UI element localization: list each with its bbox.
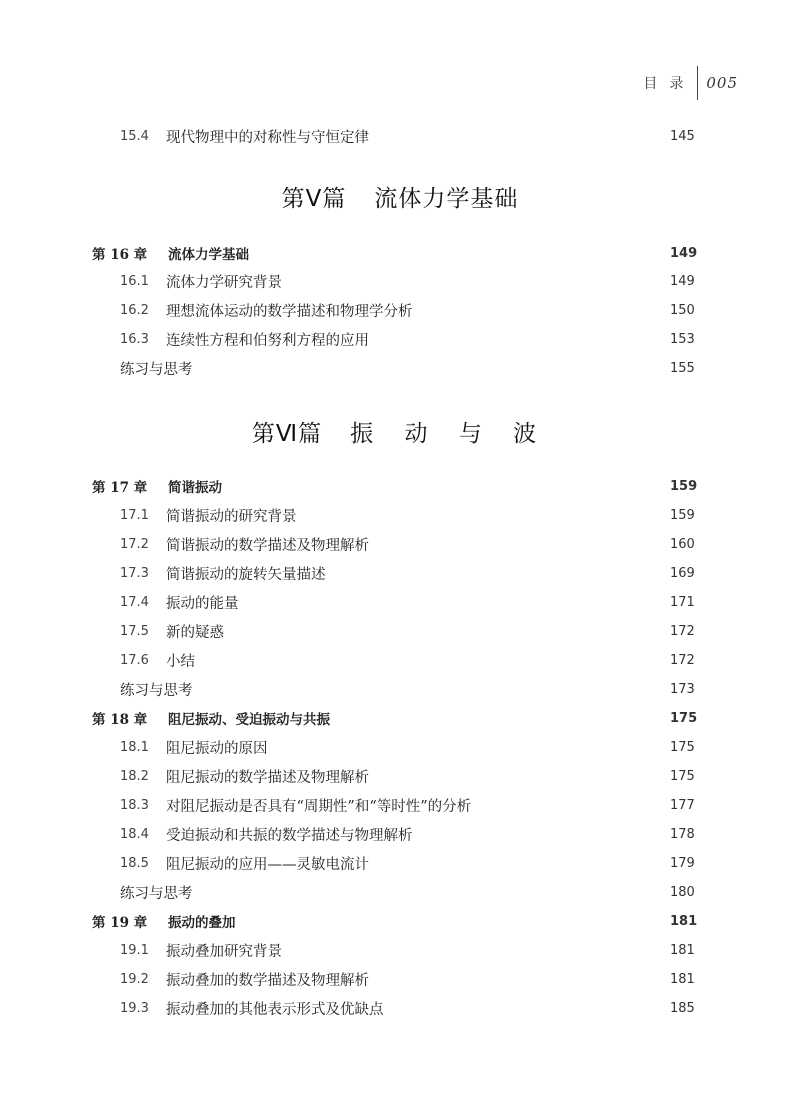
entry-title: 振动叠加研究背景 [166, 943, 282, 960]
chapter-label: 第 17 章 [92, 480, 148, 496]
entry-title: 练习与思考 [120, 682, 193, 699]
entry-title: 流体力学研究背景 [166, 274, 282, 291]
entry-page: 153 [670, 331, 695, 347]
entry-number: 16.1 [120, 273, 149, 289]
entry-page: 180 [670, 884, 695, 900]
entry-number: 18.3 [120, 797, 149, 813]
entry-page: 155 [670, 360, 695, 376]
entry-number: 17.6 [120, 652, 149, 668]
toc-exercises[interactable] [0, 881, 800, 903]
part-label: 第Ⅴ篇 [281, 186, 347, 212]
toc-exercises[interactable] [0, 357, 800, 379]
toc-entry[interactable] [0, 562, 800, 584]
entry-title: 阻尼振动的应用——灵敏电流计 [166, 856, 369, 873]
chapter-label: 第 16 章 [92, 247, 148, 263]
toc-entry[interactable] [0, 591, 800, 613]
toc-entry[interactable] [0, 823, 800, 845]
toc-entry[interactable] [0, 504, 800, 526]
entry-page: 181 [670, 942, 695, 958]
entry-page: 172 [670, 652, 695, 668]
entry-number: 18.5 [120, 855, 149, 871]
entry-title: 简谐振动的旋转矢量描述 [166, 566, 326, 583]
toc-entry[interactable] [0, 270, 800, 292]
entry-page: 169 [670, 565, 695, 581]
leader-dots [246, 914, 661, 928]
leader-dots [379, 537, 660, 551]
chapter-label: 第 18 章 [92, 712, 148, 728]
toc-exercises[interactable] [0, 678, 800, 700]
part-heading [0, 415, 800, 448]
toc-chapter[interactable] [0, 707, 800, 729]
toc-entry[interactable] [0, 328, 800, 350]
entry-number: 17.3 [120, 565, 149, 581]
leader-dots [423, 303, 661, 317]
entry-page: 185 [670, 1000, 695, 1016]
entry-page: 171 [670, 594, 695, 610]
entry-title: 受迫振动和共振的数学描述与物理解析 [166, 827, 413, 844]
leader-dots [307, 508, 661, 522]
toc-entry[interactable] [0, 852, 800, 874]
toc-entry[interactable] [0, 125, 800, 147]
toc-entry[interactable] [0, 765, 800, 787]
entry-number: 17.4 [120, 594, 149, 610]
toc-entry[interactable] [0, 533, 800, 555]
leader-dots [379, 129, 660, 143]
entry-title: 简谐振动的研究背景 [166, 508, 297, 525]
leader-dots [336, 566, 661, 580]
chapter-title: 流体力学基础 [168, 247, 249, 263]
entry-number: 18.1 [120, 739, 149, 755]
entry-title: 练习与思考 [120, 361, 193, 378]
entry-title: 振动叠加的数学描述及物理解析 [166, 972, 369, 989]
entry-title: 振动的能量 [166, 595, 239, 612]
entry-number: 18.2 [120, 768, 149, 784]
leader-dots [232, 479, 660, 493]
entry-number: 17.1 [120, 507, 149, 523]
entry-number: 17.5 [120, 623, 149, 639]
leader-dots [379, 972, 660, 986]
entry-page: 178 [670, 826, 695, 842]
part-label: 第Ⅵ篇 [251, 421, 323, 447]
header-section-title: 目录 [643, 76, 696, 92]
entry-page: 145 [670, 128, 695, 144]
entry-title: 阻尼振动的原因 [166, 740, 268, 757]
entry-page: 181 [670, 971, 695, 987]
leader-dots [292, 274, 660, 288]
entry-number: 17.2 [120, 536, 149, 552]
leader-dots [249, 595, 661, 609]
chapter-label: 第 19 章 [92, 915, 148, 931]
entry-page: 181 [670, 913, 698, 929]
entry-title: 现代物理中的对称性与守恒定律 [166, 129, 369, 146]
entry-page: 177 [670, 797, 695, 813]
entry-number: 19.3 [120, 1000, 149, 1016]
entry-page: 149 [670, 245, 698, 261]
entry-title: 新的疑惑 [166, 624, 224, 641]
entry-page: 175 [670, 768, 695, 784]
entry-title: 理想流体运动的数学描述和物理学分析 [166, 303, 413, 320]
entry-title: 振动叠加的其他表示形式及优缺点 [166, 1001, 384, 1018]
chapter-title: 阻尼振动、受迫振动与共振 [168, 712, 330, 728]
leader-dots [379, 769, 660, 783]
entry-number: 19.1 [120, 942, 149, 958]
entry-title: 阻尼振动的数学描述及物理解析 [166, 769, 369, 786]
toc-entry[interactable] [0, 939, 800, 961]
running-header [643, 66, 738, 100]
entry-page: 159 [670, 507, 695, 523]
leader-dots [340, 711, 660, 725]
entry-page: 150 [670, 302, 695, 318]
entry-page: 173 [670, 681, 695, 697]
toc-entry[interactable] [0, 794, 800, 816]
header-page-number: 005 [706, 74, 738, 92]
leader-dots [203, 682, 661, 696]
entry-page: 149 [670, 273, 695, 289]
header-divider [697, 66, 698, 100]
toc-entry[interactable] [0, 299, 800, 321]
entry-title: 小结 [166, 653, 195, 670]
leader-dots [379, 856, 660, 870]
entry-page: 179 [670, 855, 695, 871]
entry-number: 16.3 [120, 331, 149, 347]
toc-entry[interactable] [0, 736, 800, 758]
entry-page: 160 [670, 536, 695, 552]
chapter-title: 简谐振动 [168, 480, 222, 496]
entry-title: 练习与思考 [120, 885, 193, 902]
toc-entry[interactable] [0, 968, 800, 990]
entry-title: 连续性方程和伯努利方程的应用 [166, 332, 369, 349]
toc-chapter[interactable] [0, 242, 800, 264]
leader-dots [481, 798, 660, 812]
entry-page: 175 [670, 710, 698, 726]
leader-dots [423, 827, 661, 841]
entry-number: 16.2 [120, 302, 149, 318]
part-heading [0, 180, 800, 213]
leader-dots [203, 361, 661, 375]
leader-dots [203, 885, 661, 899]
entry-title: 对阻尼振动是否具有“周期性”和“等时性”的分析 [166, 798, 472, 815]
leader-dots [234, 624, 660, 638]
entry-page: 175 [670, 739, 695, 755]
toc-entry[interactable] [0, 649, 800, 671]
entry-title: 简谐振动的数学描述及物理解析 [166, 537, 369, 554]
leader-dots [259, 246, 660, 260]
entry-page: 172 [670, 623, 695, 639]
toc-chapter[interactable] [0, 475, 800, 497]
leader-dots [379, 332, 660, 346]
leader-dots [292, 943, 660, 957]
toc-entry[interactable] [0, 620, 800, 642]
toc-entry[interactable] [0, 997, 800, 1019]
part-title: 流体力学基础 [374, 186, 519, 212]
leader-dots [278, 740, 661, 754]
toc-chapter[interactable] [0, 910, 800, 932]
entry-number: 19.2 [120, 971, 149, 987]
entry-number: 15.4 [120, 128, 149, 144]
leader-dots [205, 653, 660, 667]
leader-dots [394, 1001, 661, 1015]
part-title: 振 动 与 波 [350, 421, 549, 447]
entry-page: 159 [670, 478, 698, 494]
chapter-title: 振动的叠加 [168, 915, 236, 931]
entry-number: 18.4 [120, 826, 149, 842]
